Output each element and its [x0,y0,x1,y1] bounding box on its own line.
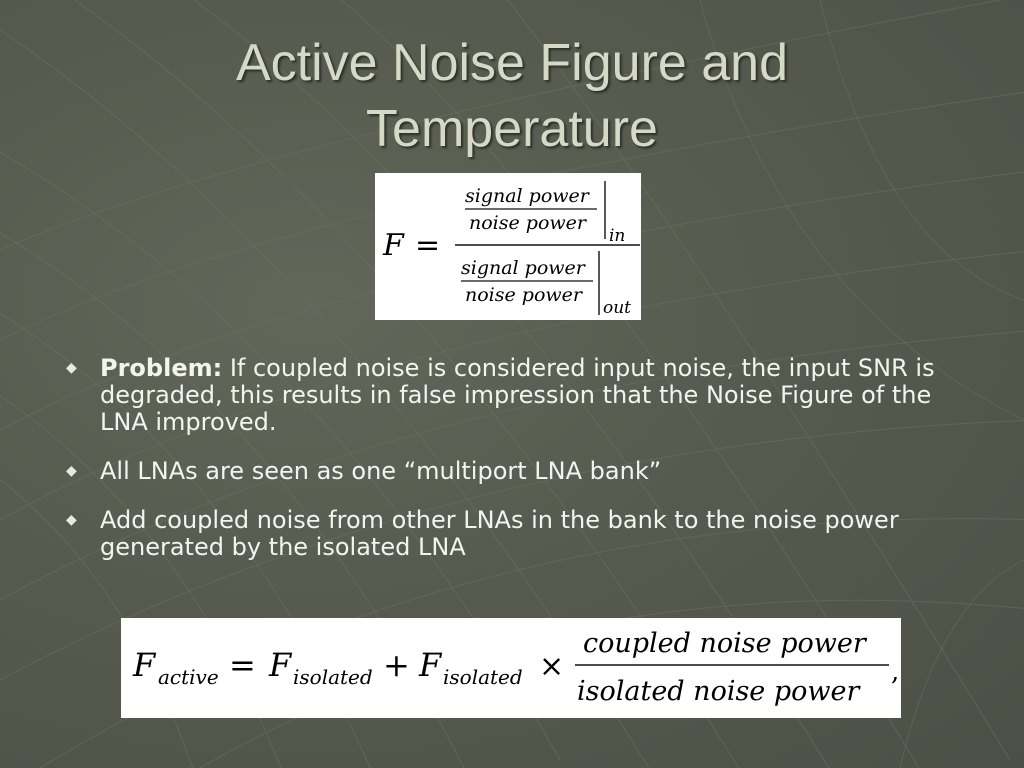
bullet-bold-label: Problem: [100,354,223,382]
eq2-equals: = [229,646,256,684]
diamond-bullet-icon: ◆ [66,512,77,528]
title-line-2: Temperature [366,100,658,158]
eq2-f-isolated-2: F [419,646,442,684]
eq2-f-active: F [133,646,156,684]
eq1-den-top: signal power [461,257,585,279]
diamond-bullet-icon: ◆ [66,360,77,376]
bullet-list [62,355,962,583]
diamond-bullet-icon: ◆ [66,463,77,479]
eq2-frac-numerator: coupled noise power [583,628,866,659]
active-noise-figure-equation [121,618,901,718]
bullet-item-add-coupled-noise [62,507,962,561]
eq2-f-isolated-1: F [269,646,292,684]
eq2-plus: + [383,646,410,684]
eq1-den-bottom: noise power [465,284,582,306]
eq2-sub-active: active [158,665,219,689]
bullet-item-problem [62,355,962,436]
title-line-1: Active Noise Figure and [235,34,789,92]
eq2-sub-isolated-1: isolated [293,665,373,689]
eq2-trailing-comma: , [891,657,900,687]
eq2-times: × [539,649,565,684]
eq1-num-bottom: noise power [469,212,586,234]
eq2-frac-denominator: isolated noise power [577,676,860,707]
bullet-text: If coupled noise is considered input noise, the input SNR is degraded, this results in false impression that the Noise Figure of the LNA improved. [100,354,935,436]
bullet-text: Add coupled noise from other LNAs in the bank to the noise power generated by the isolated LNA [100,506,899,561]
bullet-text: All LNAs are seen as one “multiport LNA bank” [100,457,662,485]
eq2-sub-isolated-2: isolated [443,665,523,689]
eq1-num-sub: in [609,226,626,246]
eq1-lhs: F [383,228,404,263]
bullet-item-multiport [62,458,962,485]
eq1-equals: = [415,228,441,263]
slide-title [0,30,1024,162]
eq1-den-sub: out [603,298,632,318]
eq1-num-top: signal power [465,185,589,207]
noise-figure-equation [375,173,641,320]
